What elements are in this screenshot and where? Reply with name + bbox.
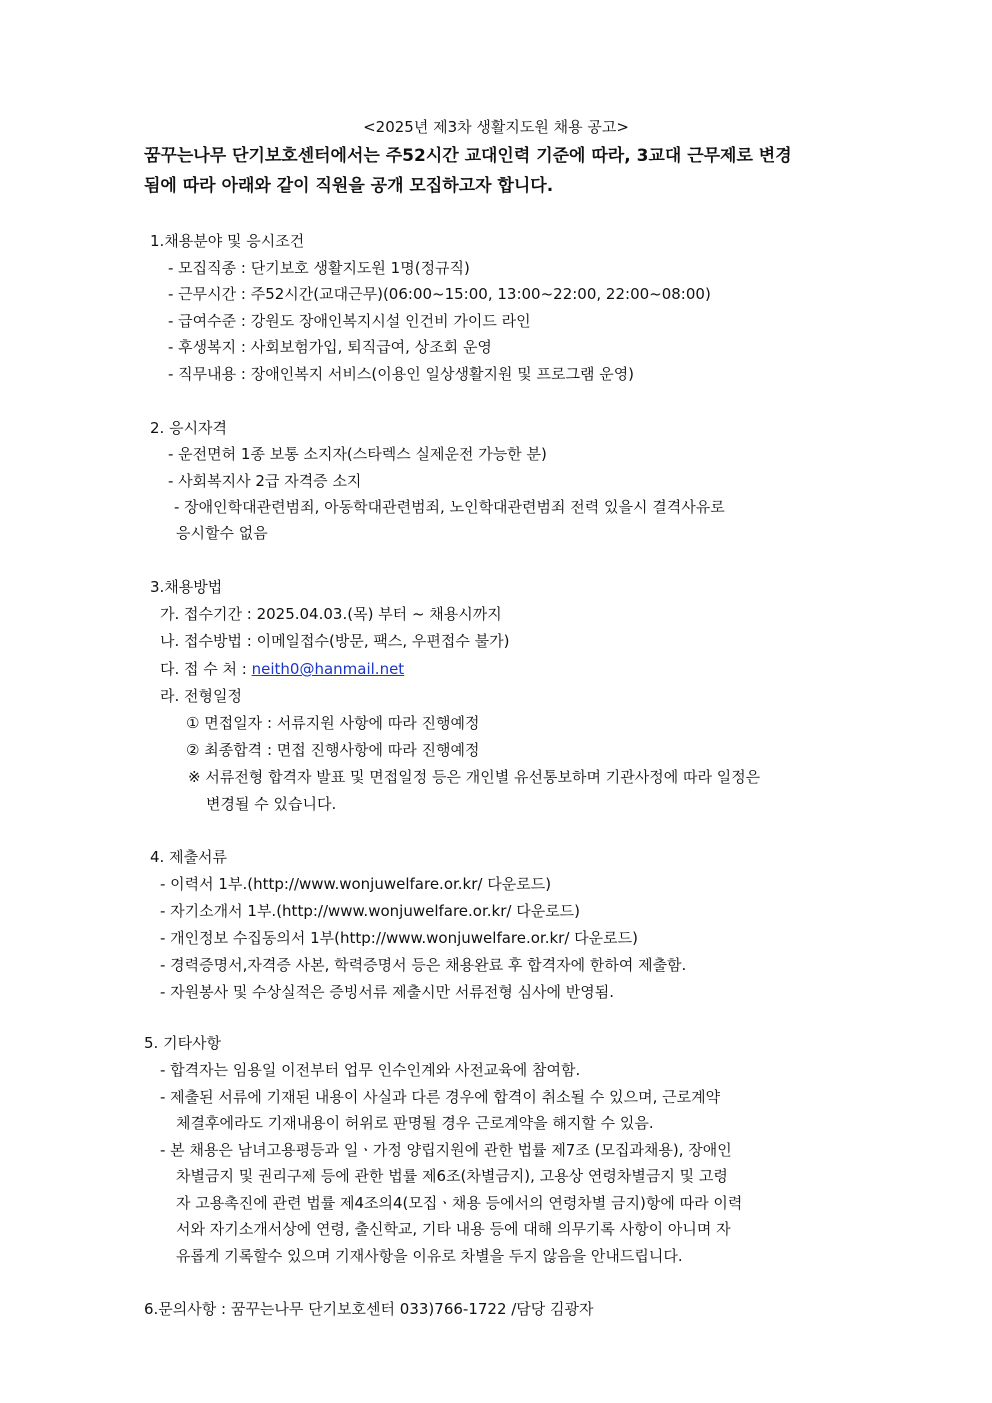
application-place-label: 다. 접 수 처 :	[160, 660, 252, 678]
section-5-heading: 5. 기타사항	[144, 1034, 222, 1052]
contact-info: 6.문의사항 : 꿈꾸는나무 단기보호센터 033)766-1722 /담당 김광자	[144, 1300, 594, 1318]
application-method: 나. 접수방법 : 이메일접수(방문, 팩스, 우편접수 불가)	[160, 632, 510, 650]
section-1-item: - 모집직종 : 단기보호 생활지도원 1명(정규직)	[168, 259, 470, 277]
schedule-heading: 라. 전형일정	[160, 687, 242, 705]
section-2-item: 응시할수 없음	[176, 524, 268, 542]
section-4-item: - 경력증명서,자격증 사본, 학력증명서 등은 채용완료 후 합격자에 한하여 제출함.	[160, 956, 687, 974]
section-1-item: - 급여수준 : 강원도 장애인복지시설 인건비 가이드 라인	[168, 312, 531, 330]
application-place	[160, 659, 404, 679]
section-2-heading: 2. 응시자격	[150, 419, 228, 437]
schedule-item: ① 면접일자 : 서류지원 사항에 따라 진행예정	[186, 714, 480, 732]
section-1-item: - 근무시간 : 주52시간(교대근무)(06:00~15:00, 13:00~22:00, 22:00~08:00)	[168, 285, 711, 303]
section-4-item: - 개인정보 수집동의서 1부(http://www.wonjuwelfare.or.kr/ 다운로드)	[160, 929, 638, 947]
schedule-note: 변경될 수 있습니다.	[206, 795, 337, 813]
section-5-line: - 합격자는 임용일 이전부터 업무 인수인계와 사전교육에 참여함.	[160, 1061, 581, 1079]
section-4-item: - 자기소개서 1부.(http://www.wonjuwelfare.or.kr/ 다운로드)	[160, 902, 581, 920]
section-4-heading: 4. 제출서류	[150, 848, 228, 866]
section-2-item: - 사회복지사 2급 자격증 소지	[168, 472, 362, 490]
section-4-item: - 자원봉사 및 수상실적은 증빙서류 제출시만 서류전형 심사에 반영됨.	[160, 983, 615, 1001]
schedule-item: ② 최종합격 : 면접 진행사항에 따라 진행예정	[186, 741, 480, 759]
schedule-note: ※ 서류전형 합격자 발표 및 면접일정 등은 개인별 유선통보하며 기관사정에 따라 일정은	[188, 768, 761, 786]
section-4-item: - 이력서 1부.(http://www.wonjuwelfare.or.kr/ 다운로드)	[160, 875, 552, 893]
section-2-item: - 장애인학대관련범죄, 아동학대관련범죄, 노인학대관련범죄 전력 있을시 결격사유로	[174, 498, 725, 516]
section-5-line: - 제출된 서류에 기재된 내용이 사실과 다른 경우에 합격이 취소될 수 있으며, 근로계약	[160, 1088, 721, 1106]
intro-line-1: 꿈꾸는나무 단기보호센터에서는 주52시간 교대인력 기준에 따라, 3교대 근무제로 변경	[144, 146, 792, 166]
section-5-line: 차별금지 및 권리구제 등에 관한 법률 제6조(차별금지), 고용상 연령차별금지 및 고령	[176, 1167, 728, 1185]
section-5-line: 체결후에라도 기재내용이 허위로 판명될 경우 근로계약을 해지할 수 있음.	[176, 1114, 654, 1132]
section-5-line: 유롭게 기록할수 있으며 기재사항을 이유로 차별을 두지 않음을 안내드립니다.	[176, 1247, 683, 1265]
intro-line-2: 됨에 따라 아래와 같이 직원을 공개 모집하고자 합니다.	[144, 176, 554, 196]
section-2-item: - 운전면허 1종 보통 소지자(스타렉스 실제운전 가능한 분)	[168, 445, 547, 463]
document-title: <2025년 제3차 생활지도원 채용 공고>	[363, 118, 629, 136]
section-1-heading: 1.채용분야 및 응시조건	[150, 232, 305, 250]
section-1-item: - 후생복지 : 사회보험가입, 퇴직급여, 상조회 운영	[168, 338, 492, 356]
section-1-item: - 직무내용 : 장애인복지 서비스(이용인 일상생활지원 및 프로그램 운영)	[168, 365, 635, 383]
section-3-heading: 3.채용방법	[150, 578, 223, 596]
email-link[interactable]: neith0@hanmail.net	[251, 660, 405, 678]
application-period: 가. 접수기간 : 2025.04.03.(목) 부터 ~ 채용시까지	[160, 605, 502, 623]
section-5-line: 자 고용촉진에 관련 법률 제4조의4(모집ㆍ채용 등에서의 연령차별 금지)항에 따라 이력	[176, 1194, 743, 1212]
section-5-line: 서와 자기소개서상에 연령, 출신학교, 기타 내용 등에 대해 의무기록 사항이 아니며 자	[176, 1220, 731, 1238]
section-5-line: - 본 채용은 남녀고용평등과 일ㆍ가정 양립지원에 관한 법률 제7조 (모집과채용), 장애인	[160, 1141, 732, 1159]
